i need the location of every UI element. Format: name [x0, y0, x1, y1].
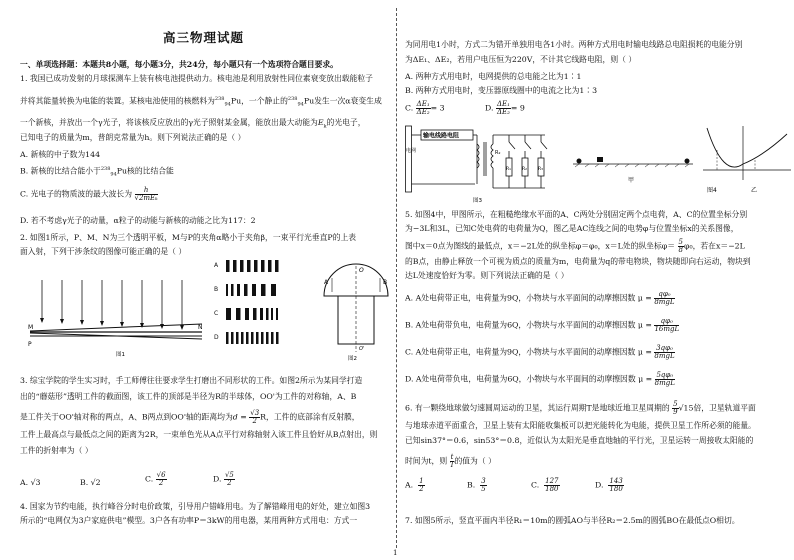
page-title: 高三物理试题 [163, 30, 245, 45]
q2-stem-line1: 2. 如图1所示，P、M、N为三个透明平板，M与P的夹角α略小于夹角β，一束平行光垂直P的上表 [20, 233, 357, 242]
fig1-n-label: N [198, 324, 203, 331]
fig1-caption: 图1 [116, 352, 125, 358]
q4-right-line1: 为同用电1小时，方式二为错开单独用电各1小时。两种方式用电时输电线路总电阻损耗的电能分别 [405, 40, 743, 49]
q1-stem-line1: 1. 我国已成功发射的月球探测车上装有核电池提供动力。核电池是利用放射性同位素衰变放出载能粒子 [20, 74, 373, 83]
q7-line1: 7. 如图5所示，竖直平面内半径R₁＝10m的圆弧AO与半径R₂＝2.5m的圆弧BO在最低点O相切。 [405, 516, 740, 525]
q5-option-a: A. A处电荷带正电，电荷量为9Q，小物块与水平面间的动摩擦因数 μ = $\frac{\text{qφ₀}}{\text{8mgL}}$ [405, 290, 675, 306]
q5-line5: 达L处速度恰好为零。则下列说法正确的是（ ） [405, 271, 569, 280]
q3-stem-line2: 出的“蘑菇形”透明工件的截面图，该工件的顶部是半径为R的半球体，OO'为工件的对称轴，A、B [20, 392, 357, 401]
q6-line4: 时间为t，则 $\frac{t}{T}$ 的值为（ ） [405, 453, 496, 469]
q3-stem-line1: 3. 综宝学院的学生实习时，手工师傅往往要求学生打磨出不同形状的工件。如图2所示为某同学打造 [20, 376, 363, 385]
fig3-r2b-label: R₂ [522, 167, 527, 172]
q2-stem-line2: 面入射，下列干涉条纹的图像可能正确的是（ ） [20, 247, 187, 256]
q4-option-c: C. $\frac{\text{ΔE₁}}{\text{ΔE₂}}$ = 3 [405, 100, 445, 116]
fig2-o-label: O [359, 267, 364, 274]
q5-option-c: C. A处电荷带正电，电荷量为9Q，小物块与水平面间的动摩擦因数 μ = $\frac{\text{3qφ₀}}{\text{8mgL}}$ [405, 344, 675, 360]
q1-option-b: B. 新核的比结合能小于$^{238}_{94}$Pu核的比结合能 [20, 166, 174, 178]
q4-stem-line1: 4. 国家为节约电能，执行峰谷分时电价政策，引导用户错峰用电。为了解错峰用电的好处，建立如图3 [20, 502, 371, 511]
q1-stem-line3: 一个新核，并放出一个γ光子，将该核反应放出的γ光子照射某金属，能放出最大动能为$E_k$的光电子， [20, 118, 366, 130]
section-heading: 一、单项选择题：本题共8小题，每小题3分，共24分，每小题只有一个选项符合题目要求。 [20, 60, 338, 69]
q1-stem-line4: 已知电子的质量为m，普朗克常量为h。则下列说法正确的是（ ） [20, 133, 246, 142]
fig4-jia-label: 甲 [628, 177, 635, 184]
fig2-caption: 图2 [348, 356, 357, 362]
q4-option-a: A. 两种方式用电时，电网提供的总电能之比为1∶1 [405, 72, 582, 81]
q5-option-b: B. A处电荷带负电，电荷量为6Q，小物块与水平面间的动摩擦因数 μ = $\frac{\text{qφ₀}}{\text{16mgL}}$ [405, 317, 680, 333]
q6-option-b: B. $\frac{3}{5}$ [467, 477, 486, 493]
q3-option-a: A. √3 [20, 478, 41, 487]
fig3-r3-label: R₃ [538, 167, 543, 172]
q5-line4: 的B点，由静止释放一个可视为质点的质量为m，电荷量为q的带电物块，物块随即向右运动，物块到 [405, 257, 751, 266]
q6-option-d: D. $\frac{143}{180}$ [595, 477, 623, 493]
q3-stem-line4: 工件上最高点与最低点之间的距离为2R，一束单色光从A点平行对称轴射入该工件且恰好从B点射出，则 [20, 430, 378, 439]
q4-option-d: D. $\frac{\text{ΔE₁}}{\text{ΔE₂}}$ = 9 [485, 100, 525, 116]
q1-stem-line2: 并将其能量转换为电能的装置。某核电池使用的核燃料为$^{238}_{94}$Pu，一个静止的$^{238}_{94}$Pu发生一次α衰变生成 [20, 96, 382, 108]
q3-option-b: B. √2 [80, 478, 101, 487]
fig3-r2-label: R₂ [495, 150, 501, 156]
q3-stem-line3: 是工件关于OO'轴对称的两点，A、B两点到OO'轴的距离均为d = $\frac{√3}{2}$ R，工件的底部涂有反射膜， [20, 409, 360, 425]
q6-line1: 6. 有一颗绕地球做匀速圆周运动的卫星，其运行周期T是地球近地卫星周期的 $\frac{5}{9}$ √15倍，卫星轨道平面 [405, 400, 756, 416]
q3-option-c: C. $\frac{√6}{2}$ [145, 471, 166, 487]
q6-line3: 已知sin37°＝0.6，sin53°＝0.8，近似认为太阳光是垂直地轴的平行光，卫星运转一周接收太阳能的 [405, 436, 754, 445]
figure-4 [565, 120, 793, 200]
figure-2 [316, 262, 396, 362]
fig3-caption: 图3 [473, 198, 482, 204]
fig3-line-resistance-label: 输电线路电阻 [423, 132, 460, 140]
q4-stem-line2: 所示的“电网仅为3户家庭供电”模型。3户各有功率P＝3kW的用电器，某用两种方式用电：方式一 [20, 516, 358, 525]
fig4-yi-label: 乙 [751, 187, 758, 194]
right-column [397, 0, 794, 560]
q6-line2: 与地球赤道平面重合，卫星上装有太阳能收集板可以把光能转化为电能，提供卫星工作所必须的能量。 [405, 421, 756, 430]
fringe-label-a: A [214, 262, 219, 269]
fringe-options [214, 258, 294, 352]
fig2-b-label: B [383, 279, 388, 286]
q6-option-a: A. $\frac{1}{2}$ [405, 477, 424, 493]
q4-option-b: B. 两种方式用电时，变压器原线圈中的电流之比为1∶3 [405, 86, 598, 95]
q5-line2: 为−3L和3L，已知C处电荷的电荷量为Q，图乙是AC连线之间的电势φ与位置坐标x的关系图像， [405, 224, 739, 233]
figure-1 [28, 280, 206, 360]
page-number: 1 [393, 549, 398, 557]
q1-option-a: A. 新核的中子数为144 [20, 150, 101, 159]
fringe-label-b: B [214, 286, 219, 293]
fig3-r1-label: R₁ [506, 167, 511, 172]
q1-option-c: C. 光电子的物质波的最大波长为 $\frac{h}{\text{√2mEₖ}}$ [20, 186, 158, 202]
figure-3 [405, 124, 555, 206]
q5-line3: 图中x＝0点为图线的最低点，x＝−2L处的纵坐标φ＝φ₀，x＝L处的纵坐标φ＝ $\frac{5}{8}$ φ₀，若在x＝−2L [405, 238, 745, 254]
q4-right-line2: 为ΔE₁、ΔE₂，若用户电压恒为220V，不计其它线路电阻，则（ ） [405, 55, 637, 64]
fig1-m-label: M [28, 324, 34, 331]
q5-line1: 5. 如图4中，甲图所示，在粗糙绝缘水平面的A、C两处分别固定两个点电荷，A、C的位置坐标分别 [405, 210, 748, 219]
fig4-caption: 图4 [707, 187, 717, 194]
q5-option-d: D. A处电荷带负电，电荷量为6Q，小物块与水平面间的动摩擦因数 μ = $\frac{\text{5qφ₀}}{\text{8mgL}}$ [405, 371, 675, 387]
fig2-a-label: A [324, 279, 329, 286]
fringe-label-c: C [214, 310, 219, 317]
q3-stem-line5: 工件的折射率为（ ） [20, 446, 93, 455]
fringe-label-d: D [214, 334, 219, 341]
q6-option-c: C. $\frac{127}{180}$ [531, 477, 559, 493]
q3-option-d: D. $\frac{√5}{2}$ [213, 471, 234, 487]
q1-option-d: D. 若不考虑γ光子的动量，α粒子的动能与新核的动能之比为117：2 [20, 216, 256, 225]
fig2-oprime-label: O' [359, 346, 365, 352]
fig3-grid-label: 电网 [406, 148, 417, 154]
fig1-p-label: P [28, 341, 32, 348]
